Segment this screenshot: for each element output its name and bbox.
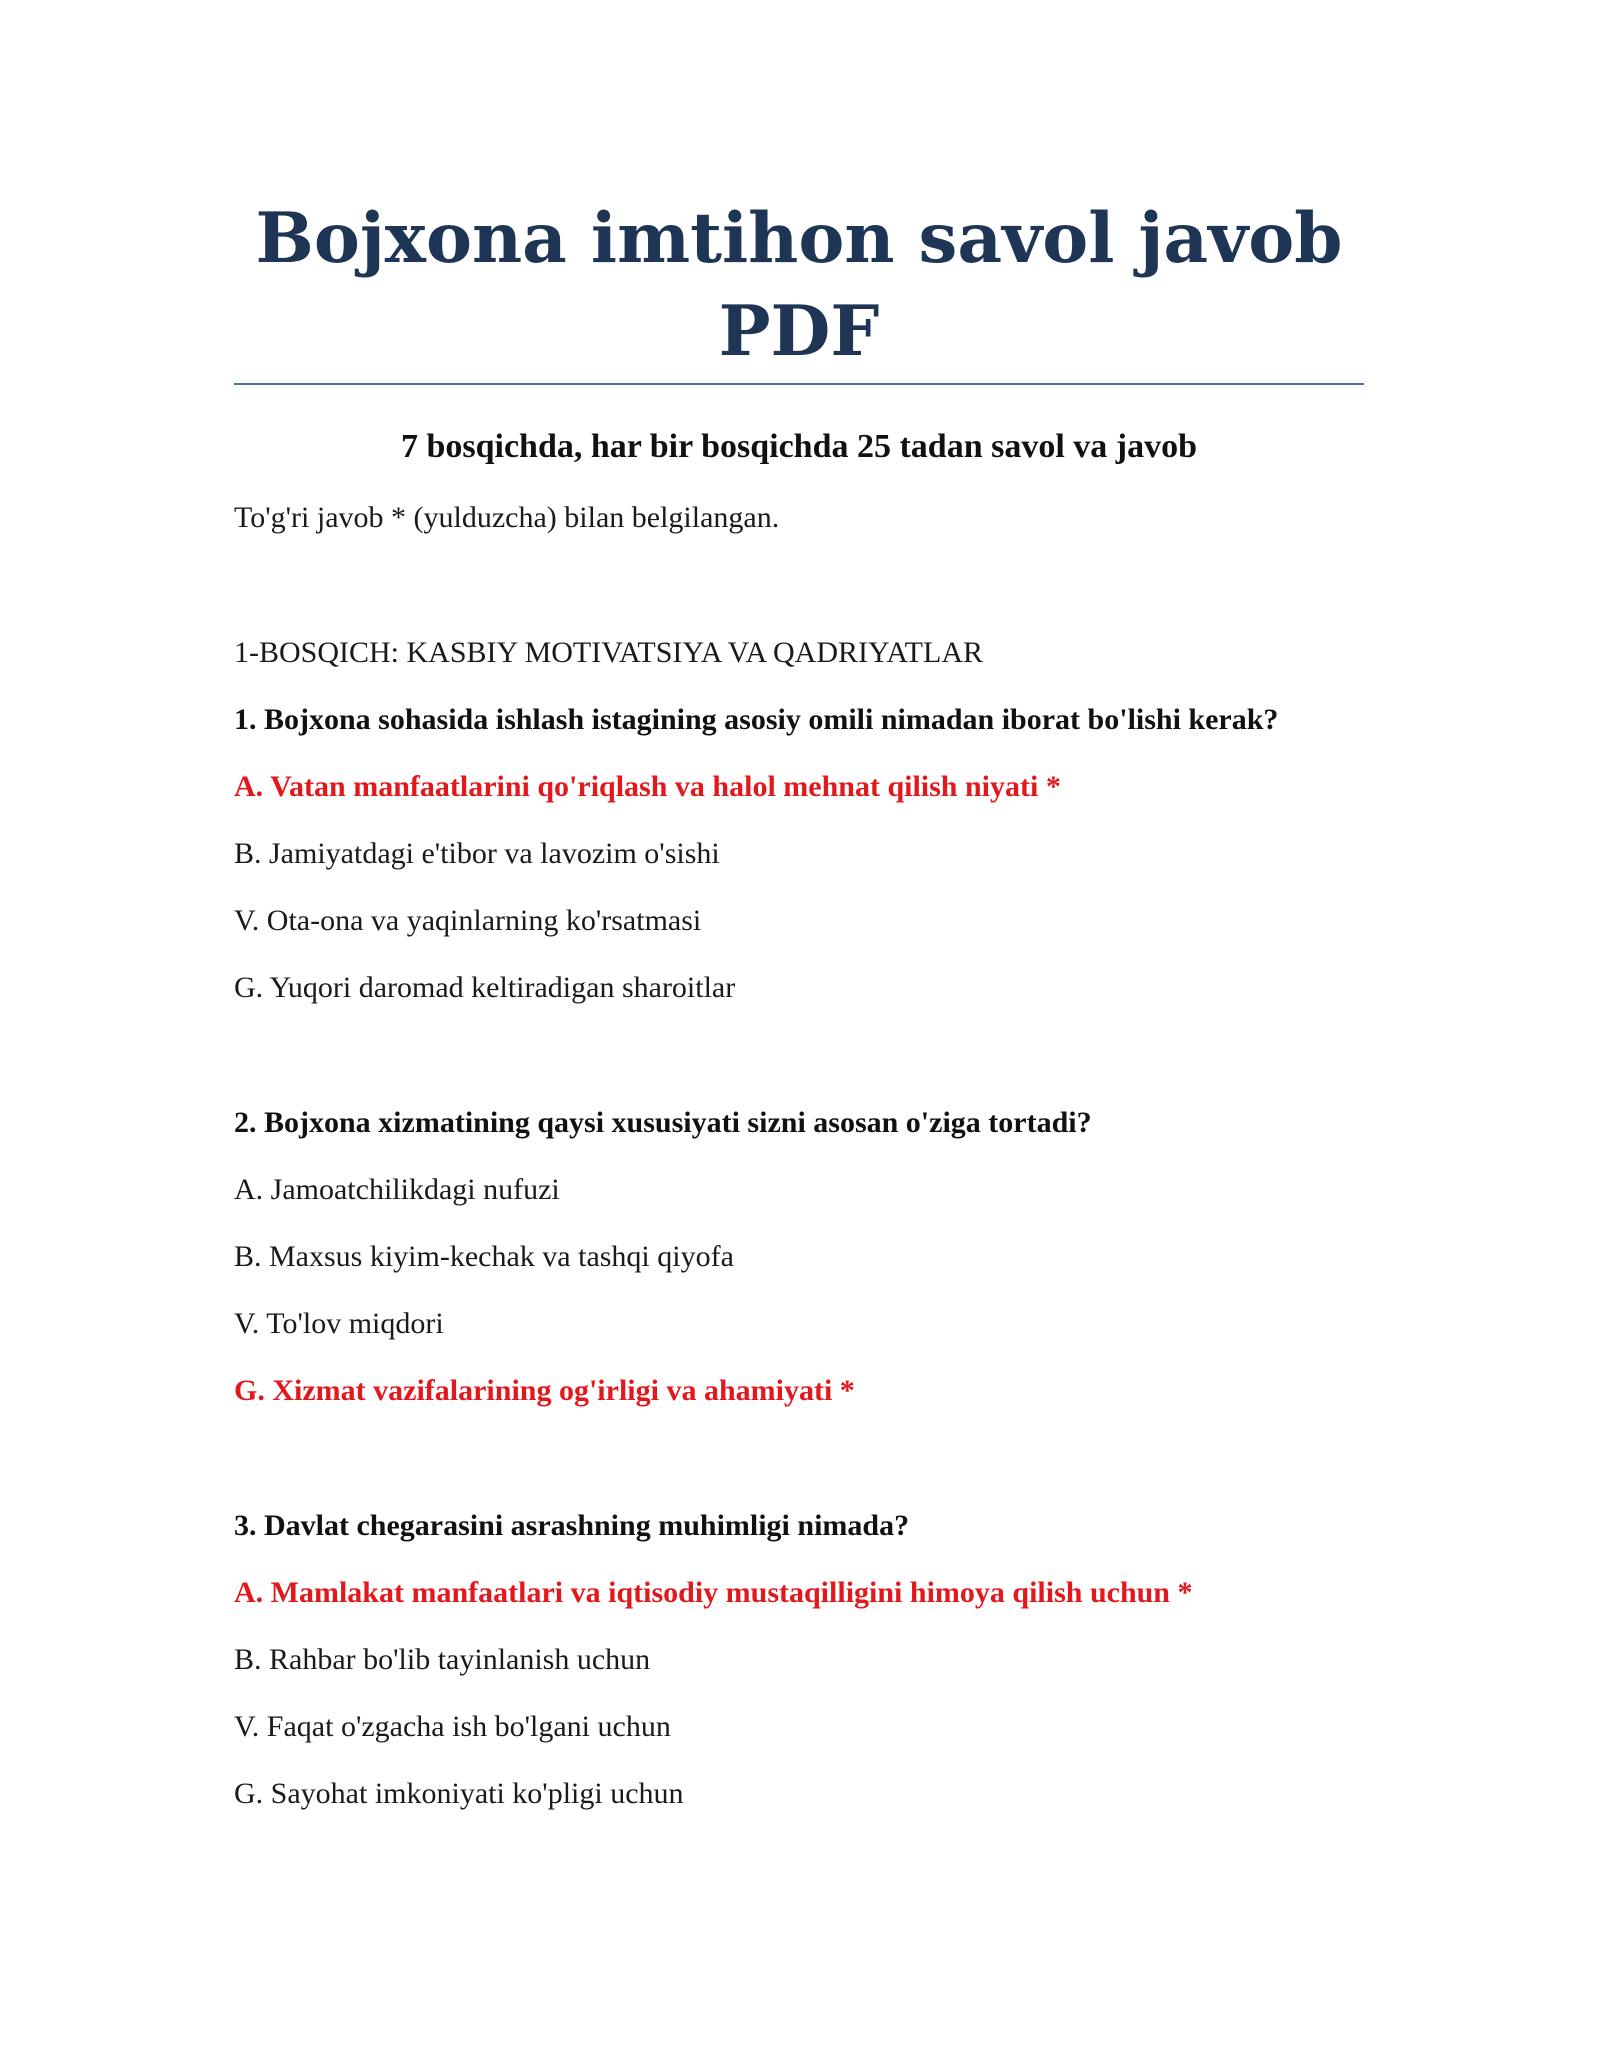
answer-option: A. Jamoatchilikdagi nufuzi <box>234 1173 560 1206</box>
answer-option-correct: A. Vatan manfaatlarini qo'riqlash va halol mehnat qilish niyati * <box>234 770 1061 803</box>
question-text: 3. Davlat chegarasini asrashning muhimligi nimada? <box>234 1509 910 1542</box>
question-text: 2. Bojxona xizmatining qaysi xususiyati sizni asosan o'ziga tortadi? <box>234 1106 1092 1139</box>
answer-option-correct: G. Xizmat vazifalarining og'irligi va ahamiyati * <box>234 1374 855 1407</box>
answer-option-correct: A. Mamlakat manfaatlari va iqtisodiy mustaqilligini himoya qilish uchun * <box>234 1576 1193 1609</box>
answer-option: G. Yuqori daromad keltiradigan sharoitlar <box>234 971 736 1004</box>
question-text: 1. Bojxona sohasida ishlash istagining asosiy omili nimadan iborat bo'lishi kerak? <box>234 703 1279 736</box>
document-subtitle: 7 bosqichda, har bir bosqichda 25 tadan savol va javob <box>400 428 1198 465</box>
answer-option: V. To'lov miqdori <box>234 1307 444 1340</box>
answer-option: G. Sayohat imkoniyati ko'pligi uchun <box>234 1777 684 1810</box>
document-title: Bojxona imtihon savol javob PDF <box>255 198 1343 372</box>
section-heading: 1-BOSQICH: KASBIY MOTIVATSIYA VA QADRIYATLAR <box>234 636 983 669</box>
answer-option: V. Ota-ona va yaqinlarning ko'rsatmasi <box>234 904 702 937</box>
answer-option: B. Maxsus kiyim-kechak va tashqi qiyofa <box>234 1240 734 1273</box>
answer-option: B. Jamiyatdagi e'tibor va lavozim o'sishi <box>234 837 720 870</box>
answer-option: V. Faqat o'zgacha ish bo'lgani uchun <box>234 1710 671 1743</box>
answer-option: B. Rahbar bo'lib tayinlanish uchun <box>234 1643 651 1676</box>
answer-key-note: To'g'ri javob * (yulduzcha) bilan belgilangan. <box>234 501 780 534</box>
title-divider <box>234 383 1364 385</box>
